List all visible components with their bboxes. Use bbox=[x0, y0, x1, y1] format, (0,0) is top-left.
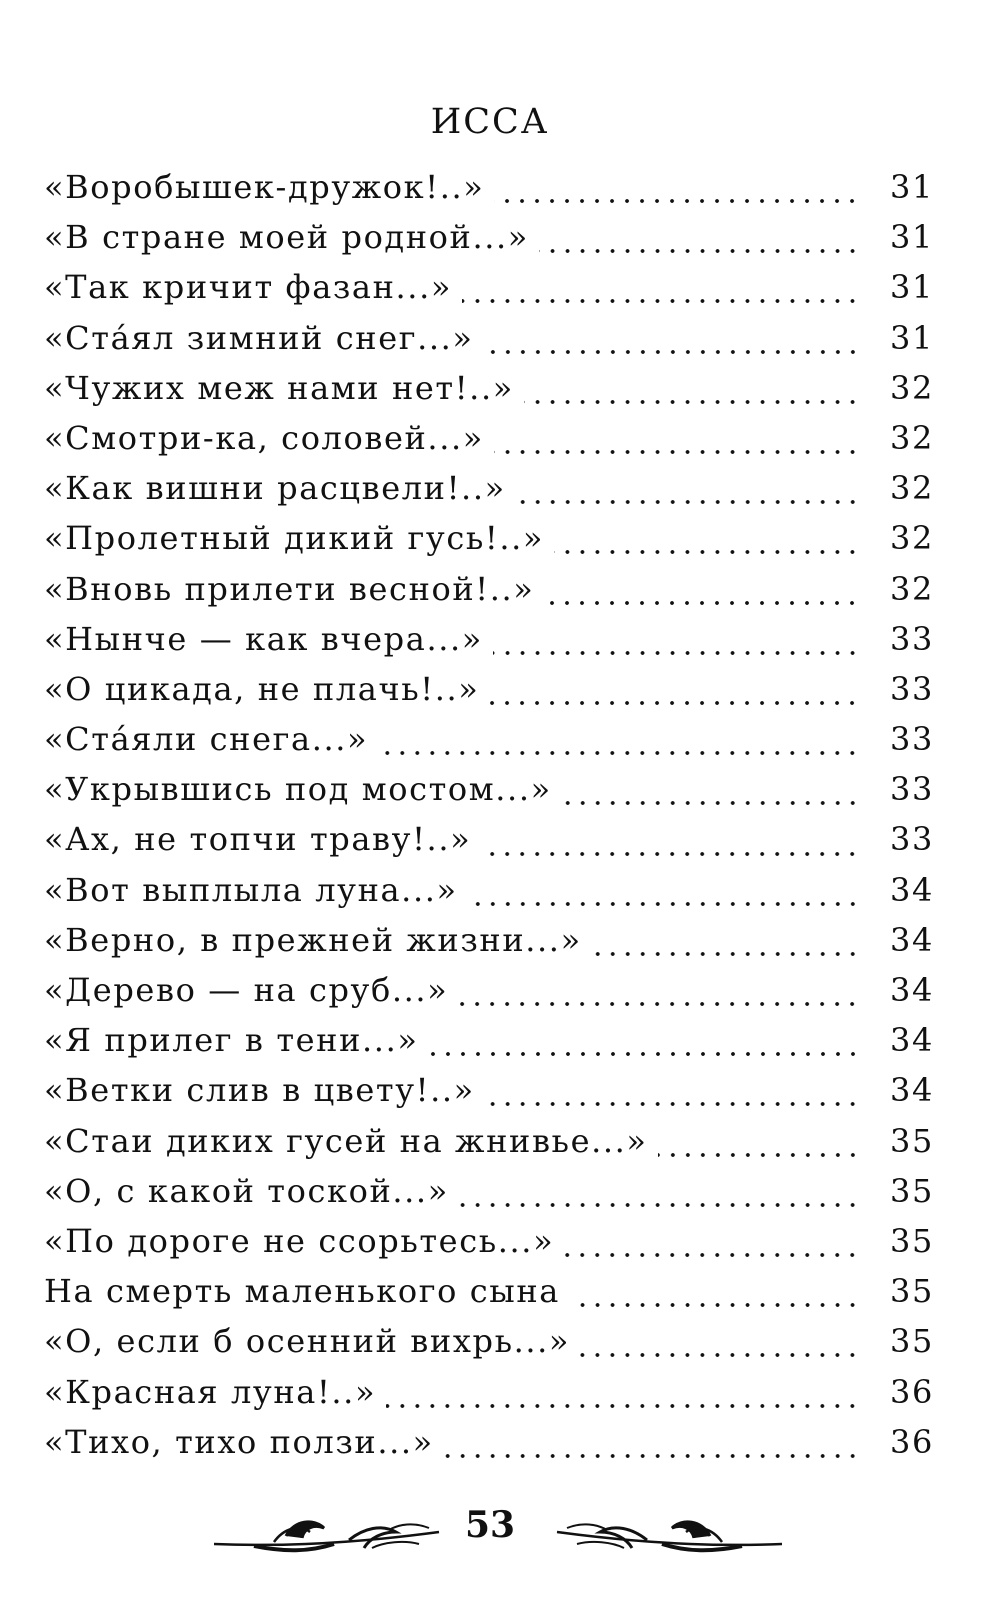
dot-leader bbox=[494, 450, 860, 454]
toc-entry-title: «Пролетный дикий гусь!..» bbox=[44, 519, 545, 558]
toc-entry-page: 36 bbox=[890, 1372, 934, 1411]
toc-entry bbox=[44, 268, 934, 318]
toc-entry-title: «О, с какой тоской...» bbox=[44, 1171, 449, 1210]
dot-leader bbox=[544, 601, 860, 605]
dot-leader bbox=[444, 1454, 860, 1458]
dot-leader bbox=[386, 1404, 860, 1408]
flourish-ornament-icon bbox=[214, 1502, 474, 1562]
table-of-contents bbox=[44, 168, 934, 1473]
dot-leader bbox=[459, 1203, 860, 1207]
toc-entry bbox=[44, 1071, 934, 1121]
toc-entry bbox=[44, 820, 934, 870]
toc-entry bbox=[44, 1372, 934, 1423]
toc-entry-page: 33 bbox=[890, 820, 934, 859]
toc-entry bbox=[44, 318, 934, 369]
toc-entry-title: «Вот выплыла луна...» bbox=[44, 870, 458, 909]
dot-leader bbox=[554, 550, 860, 554]
toc-entry-page: 35 bbox=[890, 1322, 934, 1361]
toc-entry bbox=[44, 720, 934, 770]
toc-entry bbox=[44, 971, 934, 1021]
toc-entry-title: «Верно, в прежней жизни...» bbox=[44, 920, 582, 959]
toc-entry-page: 31 bbox=[890, 218, 934, 257]
toc-entry-page: 33 bbox=[890, 720, 934, 759]
toc-entry-title: «Как вишни расцвели!..» bbox=[44, 469, 506, 508]
toc-entry bbox=[44, 870, 934, 921]
toc-entry-title: «Нынче — как вчера...» bbox=[44, 619, 483, 658]
toc-entry bbox=[44, 418, 934, 469]
toc-entry-page: 34 bbox=[890, 1021, 934, 1060]
toc-entry bbox=[44, 469, 934, 519]
toc-entry-page: 33 bbox=[890, 669, 934, 708]
toc-entry bbox=[44, 1171, 934, 1222]
toc-entry-page: 35 bbox=[890, 1221, 934, 1260]
toc-entry-page: 33 bbox=[890, 619, 934, 658]
toc-entry-title: «Ах, не топчи траву!..» bbox=[44, 820, 472, 859]
toc-entry-title: «О, если б осенний вихрь...» bbox=[44, 1322, 571, 1361]
dot-leader bbox=[429, 1052, 860, 1056]
dot-leader bbox=[516, 500, 860, 504]
toc-entry-page: 32 bbox=[890, 469, 934, 508]
dot-leader bbox=[564, 1253, 860, 1257]
toc-entry-page: 33 bbox=[890, 770, 934, 809]
dot-leader bbox=[458, 1002, 860, 1006]
toc-entry-title: «Ста́яли снега...» bbox=[44, 720, 369, 759]
toc-entry bbox=[44, 1272, 934, 1322]
dot-leader bbox=[485, 1102, 860, 1106]
toc-entry-title: «О цикада, не плачь!..» bbox=[44, 669, 480, 708]
toc-entry-title: «Ветки слив в цвету!..» bbox=[44, 1071, 475, 1110]
dot-leader bbox=[570, 1303, 860, 1307]
toc-entry bbox=[44, 619, 934, 670]
dot-leader bbox=[484, 350, 860, 354]
toc-entry-title: «Дерево — на сруб...» bbox=[44, 971, 449, 1009]
dot-leader bbox=[489, 701, 860, 705]
toc-entry-title: «Воробышек-дружок!..» bbox=[44, 168, 485, 206]
toc-entry bbox=[44, 218, 934, 268]
dot-leader bbox=[539, 249, 860, 253]
toc-entry-page: 34 bbox=[890, 920, 934, 959]
toc-entry-title: «По дороге не ссорьтесь...» bbox=[44, 1221, 555, 1260]
toc-entry bbox=[44, 920, 934, 971]
toc-entry-page: 31 bbox=[890, 268, 934, 307]
toc-entry bbox=[44, 168, 934, 218]
page-footer bbox=[0, 1502, 1000, 1562]
page-number: 53 bbox=[464, 1504, 516, 1546]
toc-entry bbox=[44, 368, 934, 419]
toc-entry bbox=[44, 1021, 934, 1071]
toc-entry-page: 34 bbox=[890, 870, 934, 909]
toc-entry-title: «В стране моей родной...» bbox=[44, 218, 529, 257]
dot-leader bbox=[562, 801, 860, 805]
toc-entry-page: 35 bbox=[890, 1272, 934, 1311]
toc-entry-page: 32 bbox=[890, 368, 934, 407]
toc-entry-title: «Я прилег в тени...» bbox=[44, 1021, 419, 1060]
toc-entry-page: 35 bbox=[890, 1171, 934, 1210]
dot-leader bbox=[462, 299, 860, 303]
toc-entry bbox=[44, 1422, 934, 1473]
toc-entry-title: «Тихо, тихо ползи...» bbox=[44, 1422, 434, 1461]
toc-entry-title: На смерть маленького сына bbox=[44, 1272, 560, 1311]
dot-leader bbox=[524, 400, 860, 404]
toc-entry bbox=[44, 669, 934, 720]
toc-entry-page: 36 bbox=[890, 1422, 934, 1461]
toc-entry-title: «Вновь прилети весной!..» bbox=[44, 569, 535, 608]
toc-entry-title: «Красная луна!..» bbox=[44, 1372, 377, 1411]
dot-leader bbox=[580, 1353, 860, 1357]
toc-entry-title: «Смотри-ка, соловей...» bbox=[44, 418, 484, 457]
toc-entry bbox=[44, 1322, 934, 1372]
toc-entry-page: 34 bbox=[890, 1071, 934, 1110]
toc-entry-page: 31 bbox=[890, 168, 934, 206]
toc-entry-title: «Чужих меж нами нет!..» bbox=[44, 368, 514, 407]
toc-entry-page: 35 bbox=[890, 1121, 934, 1160]
flourish-ornament-icon bbox=[522, 1502, 782, 1562]
dot-leader bbox=[658, 1153, 860, 1157]
toc-entry bbox=[44, 519, 934, 569]
dot-leader bbox=[592, 952, 860, 956]
toc-entry-page: 32 bbox=[890, 418, 934, 457]
dot-leader bbox=[494, 199, 860, 203]
toc-entry bbox=[44, 770, 934, 820]
dot-leader bbox=[493, 651, 860, 655]
toc-entry bbox=[44, 1121, 934, 1172]
toc-entry-title: «Укрывшись под мостом...» bbox=[44, 770, 552, 809]
dot-leader bbox=[378, 751, 860, 755]
toc-entry-page: 31 bbox=[890, 318, 934, 357]
toc-entry-title: «Стаи диких гусей на жнивье...» bbox=[44, 1121, 648, 1160]
dot-leader bbox=[481, 852, 860, 856]
toc-entry bbox=[44, 1221, 934, 1272]
toc-entry bbox=[44, 569, 934, 620]
toc-entry-page: 32 bbox=[890, 569, 934, 608]
dot-leader bbox=[468, 902, 860, 906]
toc-entry-page: 34 bbox=[890, 971, 934, 1009]
section-title: ИССА bbox=[430, 102, 550, 142]
toc-entry-page: 32 bbox=[890, 519, 934, 558]
toc-entry-title: «Так кричит фазан...» bbox=[44, 268, 453, 307]
toc-entry-title: «Ста́ял зимний снег...» bbox=[44, 318, 474, 357]
